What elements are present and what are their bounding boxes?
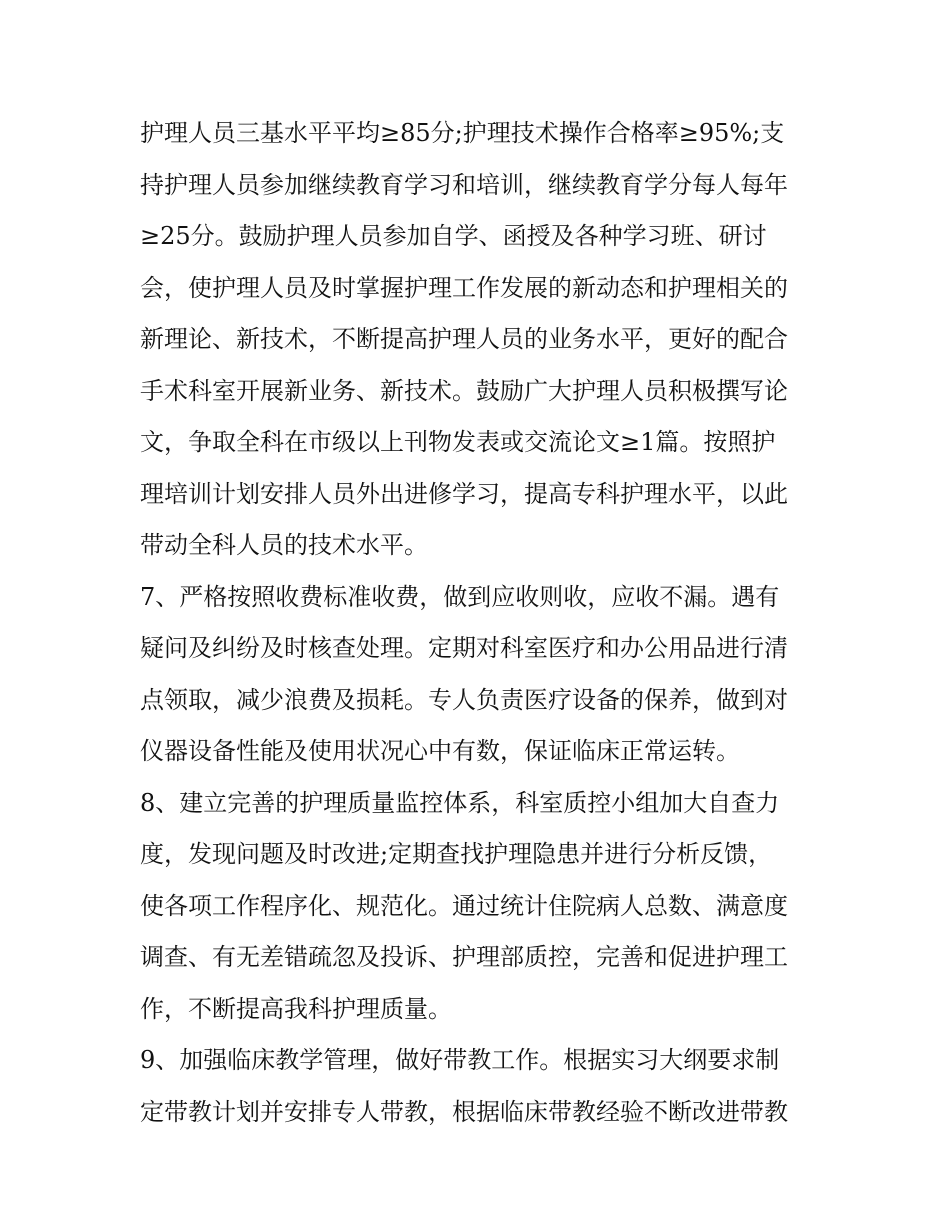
text-line: 疑问及纠纷及时核查处理。定期对科室医疗和办公用品进行清: [140, 634, 788, 662]
text-line: 手术科室开展新业务、新技术。鼓励广大护理人员积极撰写论: [140, 376, 788, 405]
text-line: 文，争取全科在市级以上刊物发表或交流论文≥1篇。按照护: [140, 428, 776, 456]
text-line: 定带教计划并安排专人带教，根据临床带教经验不断改进带教: [140, 1097, 788, 1126]
text-line: 新理论、新技术，不断提高护理人员的业务水平，更好的配合: [140, 325, 788, 353]
text-line: 带动全科人员的技术水平。: [140, 531, 428, 559]
text-line: 作，不断提高我科护理质量。: [140, 994, 452, 1023]
text-line: 使各项工作程序化、规范化。通过统计住院病人总数、满意度: [140, 891, 788, 920]
text-line: ≥25分。鼓励护理人员参加自学、函授及各种学习班、研讨: [140, 222, 767, 250]
text-line: 度，发现问题及时改进;定期查找护理隐患并进行分析反馈，: [140, 840, 773, 868]
text-line: 会，使护理人员及时掌握护理工作发展的新动态和护理相关的: [140, 273, 788, 302]
body-text: [140, 108, 820, 1138]
text-line: 持护理人员参加继续教育学习和培训，继续教育学分每人每年: [140, 170, 788, 199]
text-line: 理培训计划安排人员外出进修学习，提高专科护理水平，以此: [140, 479, 788, 508]
text-line: 护理人员三基水平平均≥85分;护理技术操作合格率≥95%;支: [140, 119, 785, 147]
text-line: 7、严格按照收费标准收费，做到应收则收，应收不漏。遇有: [140, 582, 780, 611]
text-line: 8、建立完善的护理质量监控体系，科室质控小组加大自查力: [140, 788, 780, 817]
text-line: 9、加强临床教学管理，做好带教工作。根据实习大纲要求制: [140, 1046, 780, 1074]
text-line: 调查、有无差错疏忽及投诉、护理部质控，完善和促进护理工: [140, 943, 788, 971]
text-line: 仪器设备性能及使用状况心中有数，保证临床正常运转。: [140, 737, 740, 765]
text-line: 点领取，减少浪费及损耗。专人负责医疗设备的保养，做到对: [140, 685, 788, 714]
